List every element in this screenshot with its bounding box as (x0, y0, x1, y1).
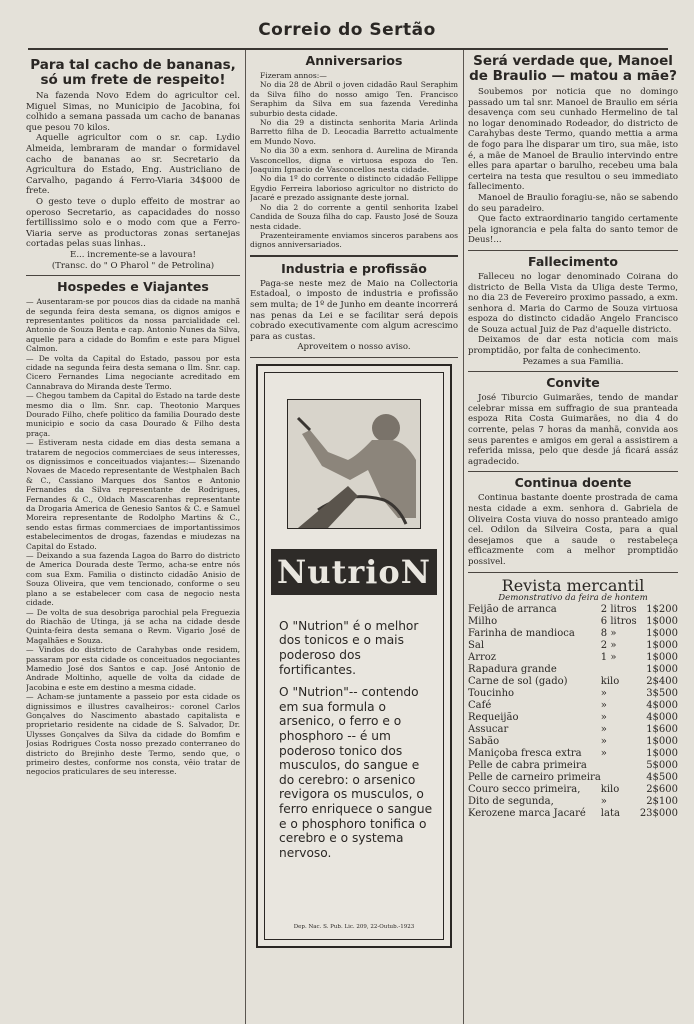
aniversarios-item: No dia 1º do corrente o distincto cidadão Fellippe Egydio Ferreira laborioso agricultor no districto do Jacaré e prezado assignante deste jornal. (250, 174, 458, 203)
price-row (468, 640, 678, 652)
bananas-source: (Transc. do " O Pharol " de Petrolina) (51, 260, 215, 271)
hospedes-item: — De volta da Capital do Estado, passou por esta cidade na segunda feira desta semana o Ilm. Snr. cap. Cicero Fernandes Lima negociante acreditado em Cannabrava do Miranda deste Termo. (26, 353, 240, 391)
newspaper-title: Correio do Sertão (258, 20, 436, 40)
price-row (468, 724, 678, 736)
hospedes-item: — Deixando a sua fazenda Lagoa do Barro do districto de America Dourada deste Termo, acha-se entre nós com sua Exm. Familia o distincto cidadão Anisio de Souza Oliveira, que vem tencionado, conforme o seu plano a se estabelecer com casa de negocio nesta cidade. (26, 551, 240, 608)
price-row (468, 748, 678, 760)
doente-text: Continua bastante doente prostrada de cama nesta cidade a exm. senhora d. Gabriela de Oliveira Costa viuva do nosso pranteado amigo cel. Odilon da Silveira Costa, para a qual desejamos que a saude o restabeleça efficazmente com a melhor promptidão possivel. (468, 493, 678, 567)
price-price: 1$000 (646, 747, 678, 759)
price-row (468, 784, 678, 796)
price-price: 1$600 (646, 723, 678, 735)
column-right (468, 50, 678, 1024)
price-price: 1$000 (646, 627, 678, 639)
price-price: 4$000 (646, 699, 678, 711)
price-item: Rapadura grande (468, 663, 557, 675)
price-qty: » (600, 699, 607, 711)
price-row (468, 760, 678, 772)
fallecimento-headline: Fallecimento (528, 253, 618, 269)
price-qty: » (600, 747, 607, 759)
price-qty: » (600, 795, 607, 807)
convite-text: José Tiburcio Guimarães, tendo de mandar celebrar missa em suffragio de sua pranteada espoza Rita Costa Guimarães, no dia 4 do corrente, pelas 7 horas da manhã, convida aos seus parentes e amigos em geral a assistirem a referida missa, pelo que desde já ficará assáz agradecido. (468, 393, 678, 467)
column-divider (245, 50, 246, 1024)
price-price: 2$100 (646, 795, 678, 807)
convite-headline: Convite (546, 375, 600, 391)
price-price: 1$000 (646, 735, 678, 747)
price-row (468, 772, 678, 784)
price-qty: kilo (600, 783, 620, 795)
price-qty: 1 » (600, 651, 617, 663)
price-qty: kilo (600, 675, 620, 687)
strongman-illustration-icon (288, 400, 420, 528)
price-price: 23$000 (639, 807, 678, 819)
price-item: Pelle de cabra primeira (468, 759, 587, 771)
aniversarios-headline: Anniversarios (305, 53, 403, 68)
doente-headline: Continua doente (514, 475, 632, 491)
fallecimento-condolences: Pezames a sua Familia. (522, 356, 624, 367)
price-item: Kerozene marca Jacaré (468, 807, 586, 819)
price-qty: » (600, 735, 607, 747)
article-divider (250, 357, 458, 358)
aniversarios-item: No dia 28 de Abril o joven cidadão Raul Seraphim da Silva filho do nosso amigo Ten. Francisco Seraphim da Silva em sua fazenda Veredinha suburbio desta cidade. (250, 80, 458, 118)
nutrion-advertisement (256, 364, 452, 948)
price-row (468, 700, 678, 712)
price-row (468, 628, 678, 640)
fallecimento-paragraph: Falleceu no logar denominado Coirana do districto de Bella Vista da Uliga deste Termo, no dia 23 de Fevereiro proximo passado, a exm. senhora d. Maria do Carmo de Souza virtuosa espoza do distincto cidadão Angelo Francisco de Souza actual Juiz de Paz d'aquelle districto. (468, 271, 678, 335)
article-divider (468, 572, 678, 573)
ad-inner-frame (264, 372, 444, 940)
price-row (468, 688, 678, 700)
price-item: Sal (468, 639, 485, 651)
column-middle (250, 50, 458, 1024)
article-divider (468, 371, 678, 372)
price-row (468, 712, 678, 724)
hospedes-item: — Acham-se juntamente a passeio por esta cidade os dignissimos e illustres cavalheiros:- coronel Carlos Gonçalves do Nascimento abastado capitalista e proprietario residente na cidade de S. Salvador, Dr. Ulysses Gonçalves da Silva da cidade do Bomfim e Josias Rodrigues Costa nosso prezado conterraneo do districto do Brejinho deste Termo, sendo que, o primeiro destes, conforme nos consta, vêio tratar de negocios praticulares de seu interesse. (26, 692, 240, 777)
braulio-paragraph: Soubemos por noticia que no domingo passado um tal snr. Manoel de Braulio em séria desavença com seu cunhado Hermelino de tal no logar denominado Rodeador, do districto de Carahybas deste Termo, quando mettia a arma de fogo para lhe disparar um tiro, sua mãe, isto é, a mãe de Manoel de Braulio intervindo entre elles para apartar o barulho, recebeu uma bala certeira na testa que resultou o seu immediato fallecimento. (468, 87, 678, 193)
hospedes-item: — De volta de sua desobriga parochial pela Freguezia do Riachão de Utinga, já se acha na cidade desde Quinta-feira desta semana o Revm. Vigario José de Magalhães e Souza. (26, 607, 240, 645)
price-row (468, 808, 678, 820)
price-table (468, 604, 678, 820)
braulio-paragraph: Manoel de Braulio foragiu-se, não se sabendo do seu paradeiro. (468, 192, 678, 214)
price-qty: » (600, 687, 607, 699)
revista-subtitle: Demonstrativo da feira de hontem (498, 593, 648, 604)
price-row (468, 604, 678, 616)
article-divider (250, 255, 458, 257)
price-qty: 6 litros (600, 615, 637, 627)
price-qty (601, 664, 639, 676)
bananas-paragraph: O gesto teve o duplo effeito de mostrar ao operoso Secretario, as capacidades do nosso fertillissimo solo e o modo com que a Ferro-Viaria serve as productoras zonas sertanejas cortadas pelas suas linhas.. (26, 196, 240, 250)
price-item: Pelle de carneiro primeira (468, 771, 601, 783)
revista-headline: Revista mercantil (501, 575, 645, 595)
article-divider (468, 250, 678, 251)
industria-headline: Industria e profissão (281, 260, 427, 276)
price-row (468, 796, 678, 808)
braulio-paragraph: Que facto extraordinario tangido certamente pela ignorancia e pela falta do santo temor de Deus!... (468, 214, 678, 246)
price-item: Arroz (468, 651, 497, 663)
price-item: Sabão (468, 735, 500, 747)
aniversarios-intro: Fizeram annos:— (260, 71, 327, 80)
ad-copy-paragraph: O "Nutrion"-- contendo em sua formula o arsenico, o ferro e o phosphoro -- é um poderoso tonico dos musculos, do sangue e do cerebro: o arsenico revigora os musculos, o ferro enriquece o sangue e o phosphoro tonifica o cerebro e o systema nervoso. (279, 685, 433, 860)
price-item: Toucinho (468, 687, 515, 699)
article-divider (26, 275, 240, 276)
price-price: 1$000 (646, 615, 678, 627)
bananas-paragraph: Aquelle agricultor com o sr. cap. Lydio Almeida, lembraram de mandar o formidavel cacho de bananas ao sr. Secretario da Agricultura do Estado, Eng. Austricliano de Carvalho, pagando á Ferro-Viaria 34$000 de frete. (26, 133, 240, 197)
braulio-headline: Será verdade que, Manoel de Braulio — matou a mãe? (469, 53, 677, 84)
price-item: Couro secco primeira, (468, 783, 581, 795)
price-row (468, 736, 678, 748)
ad-copy (279, 619, 433, 869)
industria-closing: Aproveitem o nosso aviso. (297, 342, 411, 353)
aniversarios-item: Prazenteiramente enviamos sinceros parabens aos dignos anniversariados. (250, 230, 458, 250)
price-qty: 2 litros (600, 603, 637, 615)
price-row (468, 652, 678, 664)
price-row (468, 676, 678, 688)
price-item: Requeijão (468, 711, 519, 723)
price-item: Milho (468, 615, 498, 627)
masthead (0, 0, 694, 44)
price-item: Café (468, 699, 492, 711)
column-left (26, 50, 240, 1024)
article-divider (468, 471, 678, 472)
ad-license: Dep. Nac. S. Pub. Lic. 209, 22-Outub.-1923 (293, 924, 415, 931)
hospedes-item: — Chegou tambem da Capital do Estado na tarde deste mesmo dia o Ilm. Snr. cap. Theotonio Marques Dourado Filho, chefe politico da familia Dourado deste municipio e socio da casa Dourado & Filho desta praça. (26, 391, 240, 438)
price-item: Maniçoba fresca extra (468, 747, 582, 759)
price-qty: lata (600, 807, 620, 819)
price-price: 1$000 (646, 639, 678, 651)
price-price: 4$000 (646, 711, 678, 723)
hospedes-item: — Estiveram nesta cidade em dias desta semana a tratarem de negocios commerciaes de seus interesses, os dignissimos e conceituados viajantes:— Sizenando Novaes de Macedo representante de Westphalen Bach & C., Cassiano Marques dos Santos e Antonio Fernandes da Silva representante de Rodrigues, Fernandes & C., Oldach Mascarenhas representante da Drogaria America de Genesio Santos & C. e Samuel Moreira representante de Rodolpho Martins & C., sendo estas firmas commerciaes de importantissimos estabelecimentos de drogas, fazendas e miudezas na Capital do Estado. (26, 438, 240, 551)
aniversarios-item: No dia 2 do corrente a gentil senhorita Izabel Candida de Souza filha do cap. Fausto José de Souza nesta cidade. (250, 202, 458, 231)
price-price: 2$400 (646, 675, 678, 687)
nutrion-logo: NutrioN (271, 549, 437, 595)
price-price: 1$000 (646, 663, 678, 675)
aniversarios-item: No dia 29 a distincta senhorita Maria Arlinda Barretto filha de D. Leocadia Barretto actualmente em Mundo Novo. (250, 118, 458, 146)
industria-text: Paga-se neste mez de Maio na Collectoria Estadoal, o imposto de industria e profissão sem multa; de 1º de Junho em deante incorrerá nas penas da Lei e se facilitar será depois cobrado executivamente com algum acrescimo para as custas. (250, 278, 458, 342)
price-item: Assucar (468, 723, 509, 735)
price-qty: » (600, 723, 607, 735)
ad-copy-paragraph: O "Nutrion" é o melhor dos tonicos e o mais poderoso dos fortificantes. (279, 618, 419, 677)
price-qty (601, 772, 639, 784)
hospedes-item: — Ausentaram-se por poucos dias da cidade na manhã de segunda feira desta semana, os dignos amigos e representantes politicos da nossa parcialidade cel. Antonio de Souza Benta e cap. Antonio Nunes da Silva, aquelle para a cidade do Bomfim e este para Miguel Calmon. (26, 297, 240, 354)
price-price: 4$500 (646, 771, 678, 783)
fallecimento-paragraph: Deixamos de dar esta noticia com mais promptidão, por falta de conhecimento. (468, 335, 678, 357)
hospedes-item: — Vindos do districto de Carahybas onde residem, passaram por esta cidade os conceituados negociantes Mamedio José dos Santos e cap. José Antonio de Andrade Moltinho, aquelle de volta da cidade de Jacobina e este em destino a mesma cidade. (26, 645, 240, 692)
price-qty: 2 » (600, 639, 617, 651)
bananas-headline: Para tal cacho de bananas, só um frete de respeito! (30, 57, 236, 88)
ad-illustration (287, 399, 421, 529)
bananas-paragraph: Na fazenda Novo Edem do agricultor cel. Miguel Simas, no Municipio de Jacobina, foi colhido a semana passada um cacho de bananas que pesou 70 kilos. (26, 91, 240, 133)
price-item: Farinha de mandioca (468, 627, 575, 639)
price-price: 5$000 (646, 759, 678, 771)
price-item: Dito de segunda, (468, 795, 554, 807)
price-qty (601, 760, 639, 772)
price-price: 1$200 (646, 603, 678, 615)
price-price: 1$000 (646, 651, 678, 663)
price-qty: » (600, 711, 607, 723)
price-item: Feijão de arranca (468, 603, 557, 615)
column-divider (463, 50, 464, 1024)
price-row (468, 664, 678, 676)
price-price: 2$600 (646, 783, 678, 795)
aniversarios-item: No dia 30 a exm. senhora d. Aurelina de Miranda Vasconcellos, digna e virtuosa espoza do Ten. Joaquim Ignacio de Vasconcellos nesta cidade. (250, 146, 458, 175)
hospedes-headline: Hospedes e Viajantes (57, 279, 209, 295)
price-qty: 8 » (600, 627, 617, 639)
bananas-exclamation: E... incremente-se a lavoura! (70, 249, 196, 260)
price-item: Carne de sol (gado) (468, 675, 568, 687)
price-price: 3$500 (646, 687, 678, 699)
price-row (468, 616, 678, 628)
